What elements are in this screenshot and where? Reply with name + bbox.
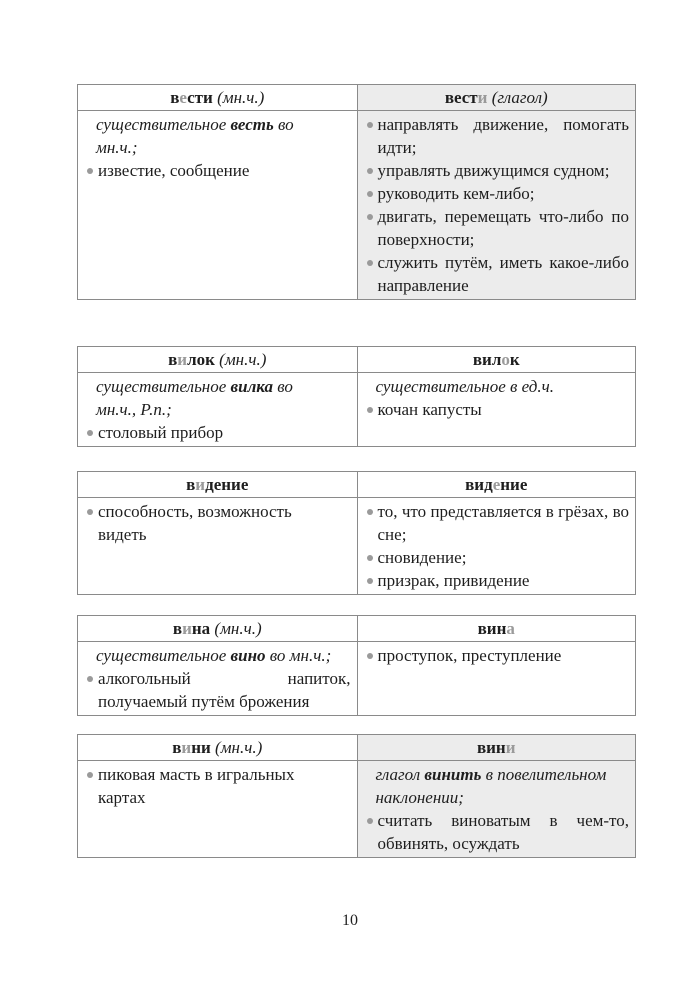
cell-left [78,761,357,857]
table-header [78,735,635,761]
list-item: служить путём, иметь какое-либо направление [364,251,630,297]
headword: вилок [168,350,215,369]
grammar-tag: (мн.ч.) [219,350,267,369]
list-item: призрак, привидение [364,569,630,592]
header-left [78,347,357,373]
header-right [357,347,636,373]
list-item: то, что представляется в грёзах, во сне; [364,500,630,546]
grammar-tag: (мн.ч.) [215,738,263,757]
list-item: руководить кем-либо; [364,182,630,205]
table-header [78,472,635,498]
grammar-tag: (мн.ч.) [214,619,262,638]
headword: вини [172,738,211,757]
table-header [78,85,635,111]
headword: вести [170,88,213,107]
list-item: двигать, перемещать что-либо по поверхности; [364,205,630,251]
table-vesti [77,84,636,300]
definition-note: существительное вино во мн.ч.; [96,646,332,665]
list-item: считать виноватым в чем-то, обвинять, осуждать [364,809,630,855]
headword: вилок [472,350,520,369]
list-item: кочан капусты [364,398,630,421]
table-vilok [77,346,636,447]
table-body [78,498,635,594]
definition-note: существительное в ед.ч. [375,377,554,396]
headword: вина [477,619,515,638]
header-left [78,616,357,642]
header-left [78,735,357,761]
cell-left [78,642,357,715]
page-number: 10 [342,912,358,929]
headword: вести [444,88,488,107]
list-item: способность, возможность видеть [84,500,330,546]
header-left [78,85,357,111]
headword: вина [172,619,211,638]
definition-note: существительное вилка во мн.ч., Р.п.; [96,377,293,419]
cell-left [78,111,357,299]
list-item: сновидение; [364,546,630,569]
header-right [357,735,636,761]
cell-right [357,498,636,594]
definition-note: глагол винить в повелительном наклонении; [375,765,607,807]
headword: видение [186,475,249,494]
header-right [357,472,636,498]
header-right [357,85,636,111]
cell-left [78,498,357,594]
header-left [78,472,357,498]
grammar-tag: (мн.ч.) [217,88,265,107]
table-body [78,642,635,715]
definition-note: существительное весть во мн.ч.; [96,115,294,157]
cell-right [357,642,636,715]
list-item: управлять движущимся судном; [364,159,630,182]
cell-right [357,761,636,857]
table-header [78,347,635,373]
cell-left [78,373,357,446]
table-header [78,616,635,642]
list-item: столовый прибор [84,421,351,444]
table-vina [77,615,636,716]
cell-right [357,373,636,446]
table-body [78,111,635,299]
list-item: направлять движение, помогать идти; [364,113,630,159]
table-vini [77,734,636,858]
list-item: проступок, преступление [364,644,630,667]
headword: видение [465,475,528,494]
table-body [78,373,635,446]
table-body [78,761,635,857]
grammar-tag: (глагол) [491,88,548,107]
headword: вини [476,738,516,757]
table-videnie [77,471,636,595]
list-item: известие, сообщение [84,159,351,182]
list-item: пиковая масть в игральных картах [84,763,336,809]
header-right [357,616,636,642]
cell-right [357,111,636,299]
list-item: алкогольный напиток, получаемый путём брожения [84,667,351,713]
